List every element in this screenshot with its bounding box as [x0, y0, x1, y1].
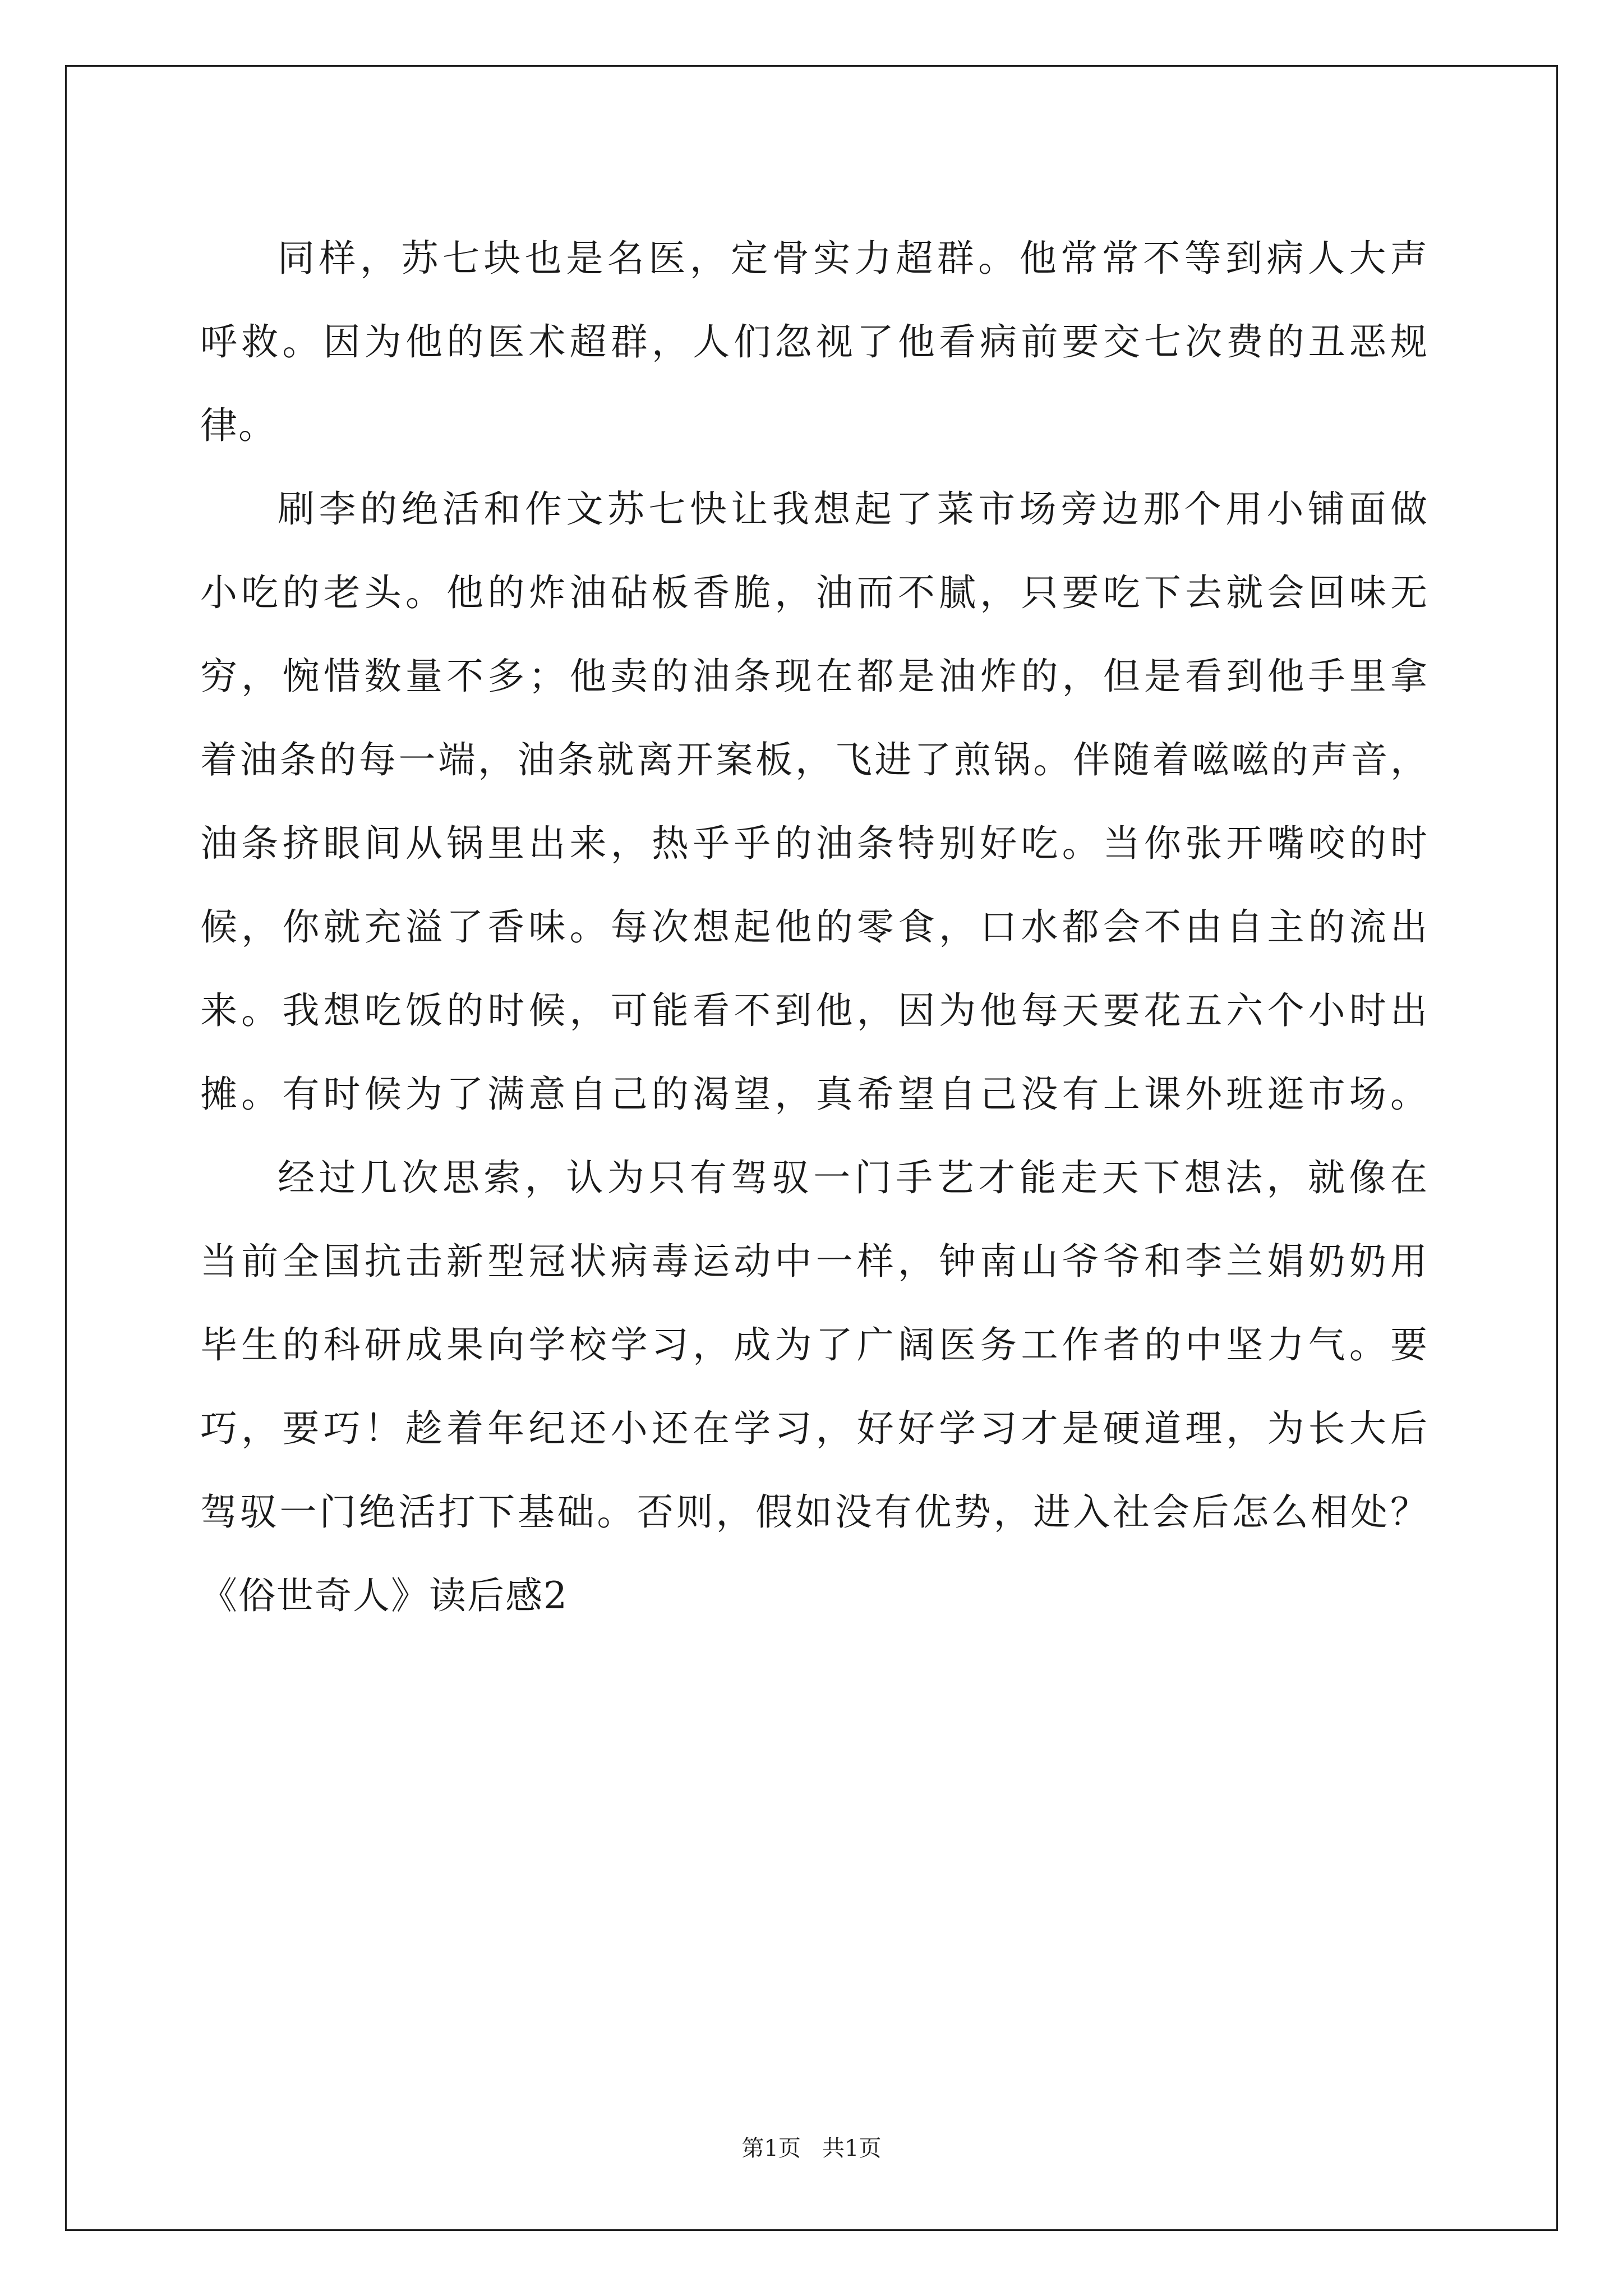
document-body: [200, 217, 1428, 1637]
text-line: 候，你就充溢了香味。每次想起他的零食，口水都会不由自主的流出: [200, 905, 1428, 949]
text-line: 小吃的老头。他的炸油砧板香脆，油而不腻，只要吃下去就会回味无: [200, 571, 1428, 614]
text-line: 同样，苏七块也是名医，定骨实力超群。他常常不等到病人大声: [278, 237, 1428, 280]
page-footer: 第1页 共1页: [741, 2136, 882, 2161]
text-line: 当前全国抗击新型冠状病毒运动中一样，钟南山爷爷和李兰娟奶奶用: [200, 1240, 1428, 1283]
text-line: 刷李的绝活和作文苏七快让我想起了菜市场旁边那个用小铺面做: [278, 487, 1428, 531]
text-line: 驾驭一门绝活打下基础。否则，假如没有优势，进入社会后怎么相处？: [200, 1490, 1428, 1534]
text-line: 来。我想吃饭的时候，可能看不到他，因为他每天要花五六个小时出: [200, 989, 1428, 1032]
text-line: 摊。有时候为了满意自己的渴望，真希望自己没有上课外班逛市场。: [200, 1073, 1428, 1116]
text-line: 着油条的每一端，油条就离开案板，飞进了煎锅。伴随着嗞嗞的声音，: [200, 738, 1428, 781]
text-line: 毕生的科研成果向学校学习，成为了广阔医务工作者的中坚力气。要: [200, 1323, 1428, 1366]
text-line: 经过几次思索，认为只有驾驭一门手艺才能走天下想法，就像在: [278, 1156, 1428, 1199]
section-heading: 《俗世奇人》读后感2: [200, 1574, 568, 1617]
text-line: 穷，惋惜数量不多；他卖的油条现在都是油炸的，但是看到他手里拿: [200, 655, 1428, 698]
text-line: 律。: [200, 404, 276, 447]
text-line: 呼救。因为他的医术超群，人们忽视了他看病前要交七次费的丑恶规: [200, 320, 1428, 364]
text-line: 巧，要巧！趁着年纪还小还在学习，好好学习才是硬道理，为长大后: [200, 1407, 1428, 1450]
text-line: 油条挤眼间从锅里出来，热乎乎的油条特别好吃。当你张开嘴咬的时: [200, 822, 1428, 865]
